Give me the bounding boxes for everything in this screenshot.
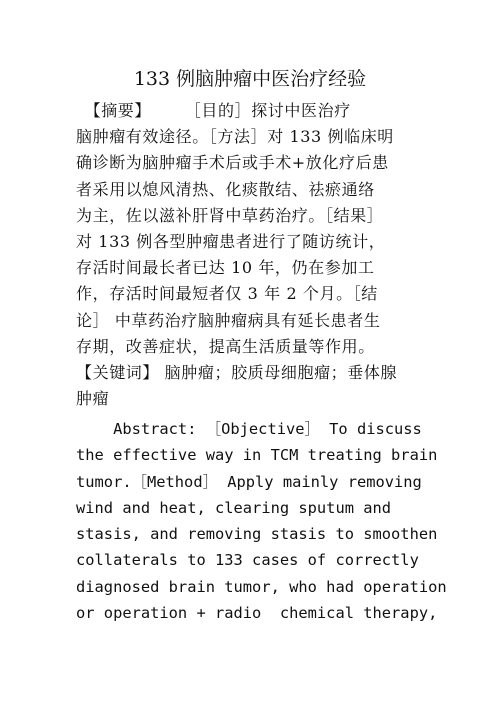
en-line: wind and heat, clearing sputum and <box>76 498 392 517</box>
en-line: stasis, and removing stasis to smoothen <box>76 525 438 544</box>
zh-line: 存期，改善症状，提高生活质量等作用。 <box>76 336 375 356</box>
zh-line: 论］ 中草药治疗脑肿瘤病具有延长患者生 <box>76 310 381 330</box>
english-abstract <box>76 416 447 626</box>
en-line: diagnosed brain tumor, who had operation <box>76 577 447 596</box>
zh-line: 对 133 例各型肿瘤患者进行了随访统计， <box>76 231 386 251</box>
en-line: tumor.［Method］ Apply mainly removing <box>76 472 422 491</box>
zh-line: 存活时间最长者已达 10 年，仍在参加工 <box>76 258 375 278</box>
keywords-line: 肿瘤 <box>76 389 110 409</box>
zh-line: 为主，佐以滋补肝肾中草药治疗。［结果］ <box>76 205 384 225</box>
document-title: 133 例脑肿瘤中医治疗经验 <box>133 68 367 90</box>
en-line: collaterals to 133 cases of correctly <box>76 551 419 570</box>
en-line: or operation + radio chemical therapy, <box>76 604 438 623</box>
en-line: the effective way in TCM treating brain <box>76 446 438 465</box>
zh-line: 确诊断为脑肿瘤手术后或手术+放化疗后患 <box>76 153 389 173</box>
zh-line: 【摘要】 ［目的］探讨中医治疗 <box>76 101 351 120</box>
zh-line: 者采用以熄风清热、化痰散结、祛瘀通络 <box>76 179 375 199</box>
zh-line: 作，存活时间最短者仅 3 年 2 个月。［结 <box>76 284 378 304</box>
zh-line: 脑肿瘤有效途径。［方法］对 133 例临床明 <box>76 127 394 147</box>
keywords-line: 【关键词】 脑肿瘤；胶质母细胞瘤；垂体腺 <box>76 362 398 382</box>
chinese-abstract <box>76 98 428 412</box>
en-line: Abstract: ［Objective］ To discuss <box>76 420 422 438</box>
